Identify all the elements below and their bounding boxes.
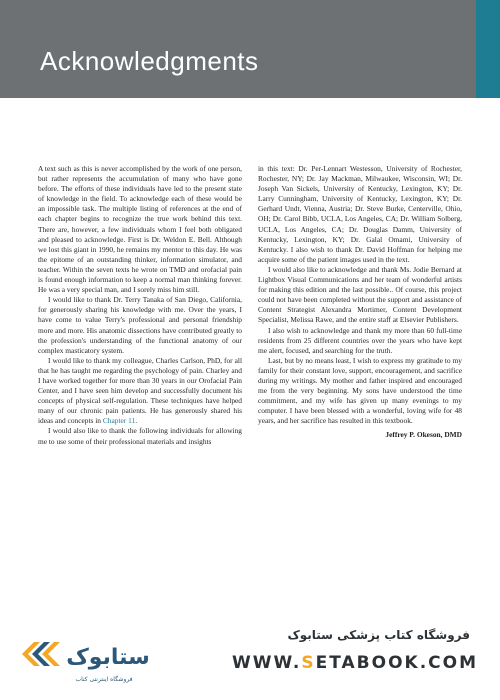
paragraph-text: . bbox=[135, 416, 138, 426]
url-accent-letter: S bbox=[301, 653, 316, 673]
paragraph: I would also like to thank the following individuals for allowing me to use some of their professional materials and insights bbox=[38, 426, 242, 446]
paragraph: in this text: Dr. Per-Lennart Westesson, University of Rochester, Rochester, NY; Dr. Jay Mackman, Milwaukee, Wisconsin, WI; Dr. Joseph Van Sickels, University of Kentucky, Lexington, KY; Dr. Larry Cunningham, University of Kentucky, Lexington, KY; Dr. Gerhard Undt, Vienna, Austria; Dr. Steve Burke, Centerville, Ohio, OH; Dr. Carol Bibb, UCLA, Los Angeles, CA; Dr. William Solberg, UCLA, Los Angeles, CA; Dr. Douglas Damm, University of Kentucky, Lexington, KY; Dr. Galal Omami, University of Kentucky. I also wish to thank Dr. David Hoffman for helping me acquire some of the patient images used in the text. bbox=[258, 164, 462, 264]
paragraph: A text such as this is never accomplished by the work of one person, but rather represents the accumulation of many who have gone before. The efforts of these individuals have led to the present state of knowledge in the field. To acknowledge each of these would be an impossible task. The multiple listing of references at the end of each chapter begins to recognize the true work behind this text. There are, however, a few individuals whom I feel both obligated and pleased to acknowledge. First is Dr. Weldon E. Bell. Although we lost this giant in 1990, he remains my mentor to this day. He was the epitome of an outstanding thinker, information simulator, and teacher. Within the seven texts he wrote on TMD and orofacial pain is found enough information to keep a normal man thinking forever. He was a very special man, and I sorely miss him still. bbox=[38, 164, 242, 295]
store-name: فروشگاه کتاب پزشکی ستابوک bbox=[287, 628, 470, 642]
url-prefix: WWW. bbox=[232, 653, 302, 673]
url-rest: ETABOOK.COM bbox=[315, 653, 478, 673]
paragraph: I would like to thank Dr. Terry Tanaka of San Diego, California, for generously sharing his knowledge with me. Over the years, I have come to value Terry's professional and personal friendship more and more. His anatomic dissections have contributed greatly to the profession's understanding of the functional anatomy of our complex masticatory system. bbox=[38, 295, 242, 355]
paragraph: I would also like to acknowledge and thank Ms. Jodie Bernard at Lightbox Visual Communications and her team of wonderful artists for making this edition and the last possible.. Of course, this project could not have been completed without the support and assistance of Content Strategist Alexandra Mortimer, Content Development Specialist, Melissa Rawe, and the entire staff at Elsevier Publishers. bbox=[258, 264, 462, 325]
signature: Jeffrey P. Okeson, DMD bbox=[385, 430, 462, 440]
chapter-11-link[interactable]: Chapter 11 bbox=[102, 416, 136, 426]
logo-tagline: فروشگاه اینترنتی کتاب bbox=[75, 676, 133, 683]
left-column bbox=[38, 164, 242, 447]
logo-chevrons bbox=[22, 642, 60, 666]
store-url-link[interactable] bbox=[232, 653, 478, 673]
paragraph: I also wish to acknowledge and thank my more than 60 full-time residents from 25 different countries over the years who have kept me alert, focused, and searching for the truth. bbox=[258, 325, 462, 355]
setabook-logo bbox=[8, 634, 158, 674]
paragraph bbox=[38, 356, 242, 427]
logo-wordmark: ستابوک bbox=[66, 645, 150, 670]
paragraph: Last, but by no means least, I wish to express my gratitude to my family for their constant love, support, encouragement, and sacrifice during my writings. My mother and father inspired and encouraged me from the very beginning. My sons have understood the time commitment, and my wife has given up many evenings to my computer. I have been blessed with a wonderful, loving wife for 48 years, and her sacrifice has resulted in this textbook. bbox=[258, 355, 462, 426]
paragraph-text: I would like to thank my colleague, Charles Carlson, PhD, for all that he has taught me regarding the psychology of pain. Charley and I have worked together for more than 30 years in our Orofacial Pain Center, and I have seen him develop and successfully document his concepts of physical self-regulation. These techniques have helped many of our chronic pain patients. He has generously shared his ideas and concepts in bbox=[38, 355, 242, 426]
header-accent-strip bbox=[476, 0, 500, 98]
page-title: Acknowledgments bbox=[40, 46, 259, 76]
right-column bbox=[258, 164, 462, 441]
